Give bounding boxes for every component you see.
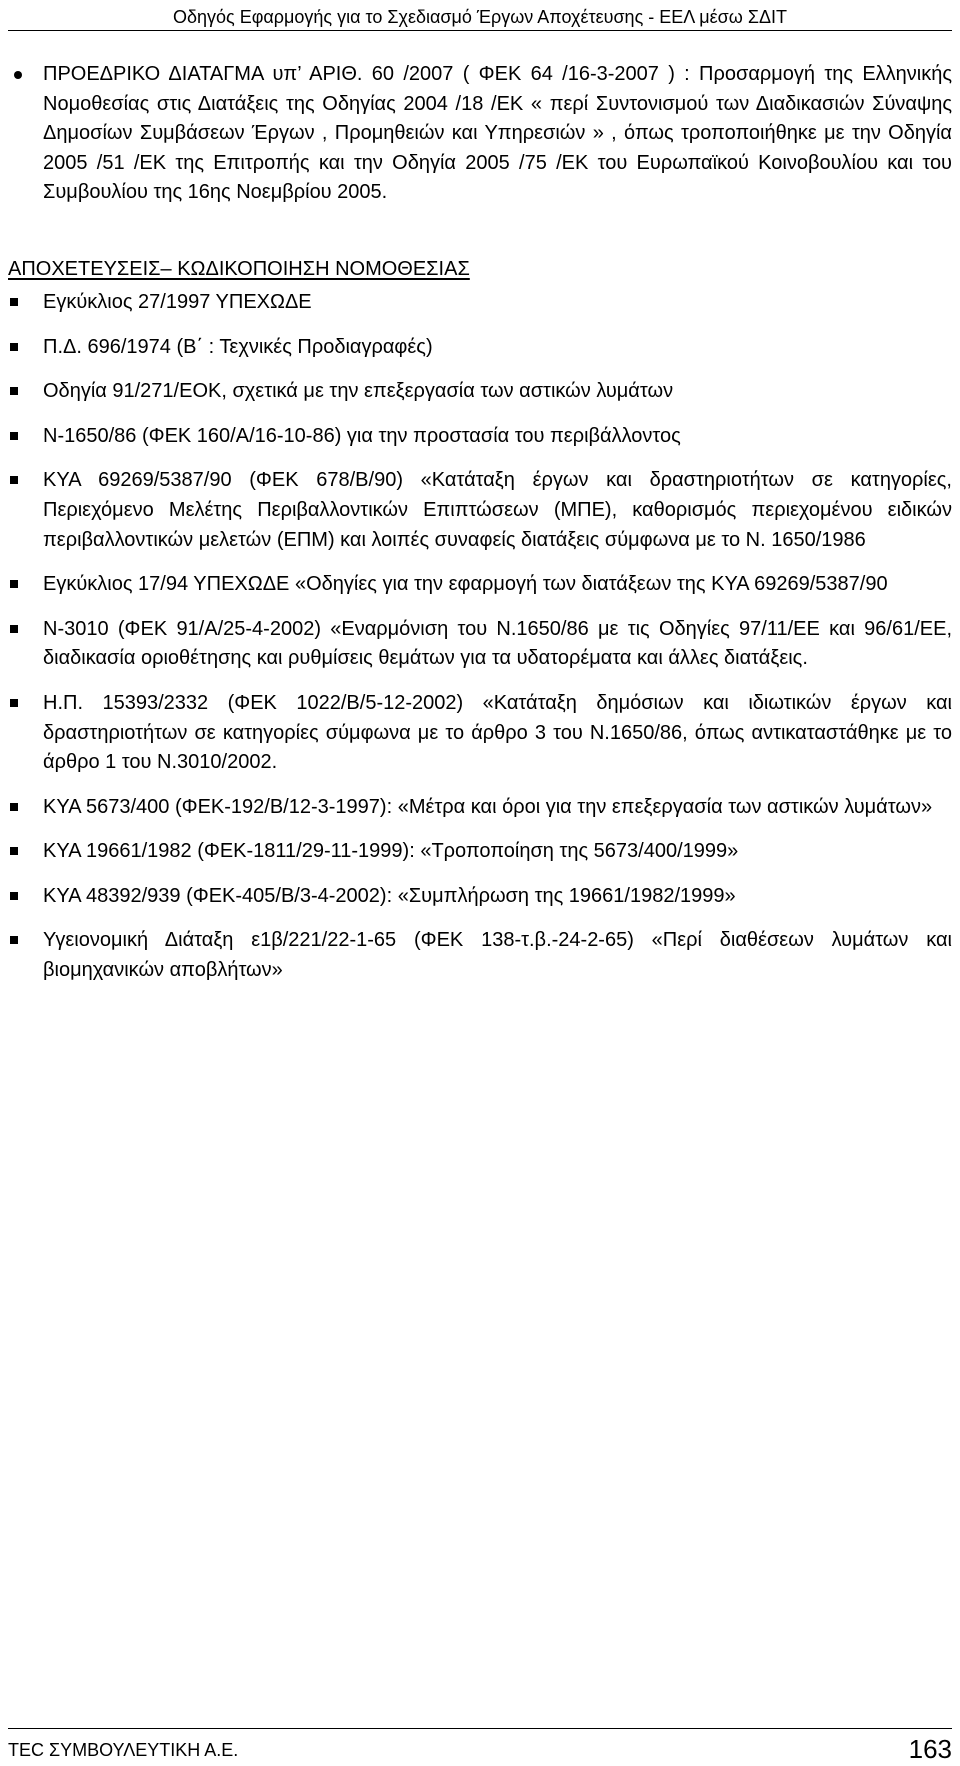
square-bullet-icon: [10, 580, 18, 588]
intro-paragraph: ΠΡΟΕΔΡΙΚΟ ΔΙΑΤΑΓΜΑ υπ’ ΑΡΙΘ. 60 /2007 ( ΦΕΚ 64 /16-3-2007 ) : Προσαρμογή της Ελληνικής Νομοθεσίας στις Διατάξεις της Οδηγίας 2004 /18 /ΕΚ « περί Συντονισμού των Διαδικασιών Σύναψης Δημοσίων Συμβάσεων Έργων , Προμηθειών και Υπηρεσιών » , όπως τροποποιήθηκε με την Οδηγία 2005 /51 /ΕΚ της Επιτροπής και την Οδηγία 2005 /75 /ΕΚ του Ευρωπαϊκού Κοινοβουλίου και του Συμβουλίου της 16ης Νοεμβρίου 2005.: [43, 63, 952, 204]
square-bullet-icon: [10, 476, 18, 484]
list-item: [8, 466, 952, 555]
square-bullet-icon: [10, 892, 18, 900]
list-item-text: Ν-3010 (ΦΕΚ 91/Α/25-4-2002) «Εναρμόνιση του Ν.1650/86 με τις Οδηγίες 97/11/ΕΕ και 96/61/ΕΕ, διαδικασία οριοθέτησης και ρυθμίσεις θεμάτων για τα υδατορέματα και άλλες διατάξεις.: [43, 617, 952, 670]
legislation-list: [8, 288, 952, 986]
square-bullet-icon: [10, 387, 18, 395]
square-bullet-icon: [10, 298, 18, 306]
intro-bullet-item: [8, 60, 952, 208]
list-item-text: ΚΥΑ 48392/939 (ΦΕΚ-405/Β/3-4-2002): «Συμπλήρωση της 19661/1982/1999»: [43, 884, 736, 907]
square-bullet-icon: [10, 803, 18, 811]
list-item: [8, 615, 952, 674]
section-heading: ΑΠΟΧΕΤΕΥΣΕΙΣ– ΚΩΔΙΚΟΠΟΙΗΣΗ ΝΟΜΟΘΕΣΙΑΣ: [8, 257, 470, 280]
document-title: Οδηγός Εφαρμογής για το Σχεδιασμό Έργων Αποχέτευσης - ΕΕΛ μέσω ΣΔΙΤ: [172, 7, 787, 27]
list-item-text: ΚΥΑ 69269/5387/90 (ΦΕΚ 678/Β/90) «Κατάταξη έργων και δραστηριοτήτων σε κατηγορίες, Περιεχόμενο Μελέτης Περιβαλλοντικών Επιπτώσεων (ΜΠΕ), καθορισμός περιεχομένου ειδικών περιβαλλοντικών μελετών (ΕΠΜ) και λοιπές συναφείς διατάξεις σύμφωνα με το Ν. 1650/1986: [43, 469, 952, 551]
square-bullet-icon: [10, 936, 18, 944]
list-item: [8, 882, 952, 912]
list-item-text: ΚΥΑ 19661/1982 (ΦΕΚ-1811/29-11-1999): «Τροποποίηση της 5673/400/1999»: [43, 840, 739, 863]
list-item: [8, 422, 952, 452]
list-item: [8, 288, 952, 318]
list-item: [8, 837, 952, 867]
list-item-text: Οδηγία 91/271/ΕΟΚ, σχετικά με την επεξεργασία των αστικών λυμάτων: [43, 380, 674, 403]
list-item: [8, 570, 952, 600]
list-item-text: Ν-1650/86 (ΦΕΚ 160/Α/16-10-86) για την προστασία του περιβάλλοντος: [43, 424, 681, 447]
list-item: [8, 333, 952, 363]
list-item: [8, 377, 952, 407]
list-item-text: Η.Π. 15393/2332 (ΦΕΚ 1022/Β/5-12-2002) «Κατάταξη δημόσιων και ιδιωτικών έργων και δραστηριοτήτων σε κατηγορίες σύμφωνα με το άρθρο 3 του Ν.1650/86, όπως αντικαταστάθηκε με το άρθρο 1 του Ν.3010/2002.: [43, 691, 952, 774]
company-name: TEC ΣΥΜΒΟΥΛΕΥΤΙΚΗ Α.Ε.: [8, 1740, 239, 1760]
list-item: [8, 926, 952, 985]
list-item-text: Εγκύκλιος 17/94 ΥΠΕΧΩΔΕ «Οδηγίες για την εφαρμογή των διατάξεων της ΚΥΑ 69269/5387/90: [43, 573, 888, 596]
page-content: [8, 60, 952, 1001]
square-bullet-icon: [10, 343, 18, 351]
square-bullet-icon: [10, 432, 18, 440]
list-item-text: Υγειονομική Διάταξη ε1β/221/22-1-65 (ΦΕΚ 138-τ.β.-24-2-65) «Περί διαθέσεων λυμάτων και βιομηχανικών αποβλήτων»: [43, 929, 952, 982]
footer-divider: [8, 1728, 952, 1729]
square-bullet-icon: [10, 699, 18, 707]
list-item-text: Εγκύκλιος 27/1997 ΥΠΕΧΩΔΕ: [43, 290, 312, 313]
page-header: [0, 0, 960, 36]
bullet-dot-icon: [14, 71, 22, 79]
list-item-text: Π.Δ. 696/1974 (Β΄ : Τεχνικές Προδιαγραφές): [43, 335, 433, 358]
list-item-text: ΚΥΑ 5673/400 (ΦΕΚ-192/Β/12-3-1997): «Μέτρα και όροι για την επεξεργασία των αστικών λυμάτων»: [43, 795, 933, 818]
square-bullet-icon: [10, 847, 18, 855]
page-number: 163: [908, 1734, 952, 1764]
page-footer: [0, 1718, 960, 1766]
header-divider: [8, 30, 952, 31]
square-bullet-icon: [10, 625, 18, 633]
list-item: [8, 793, 952, 823]
list-item: [8, 689, 952, 778]
